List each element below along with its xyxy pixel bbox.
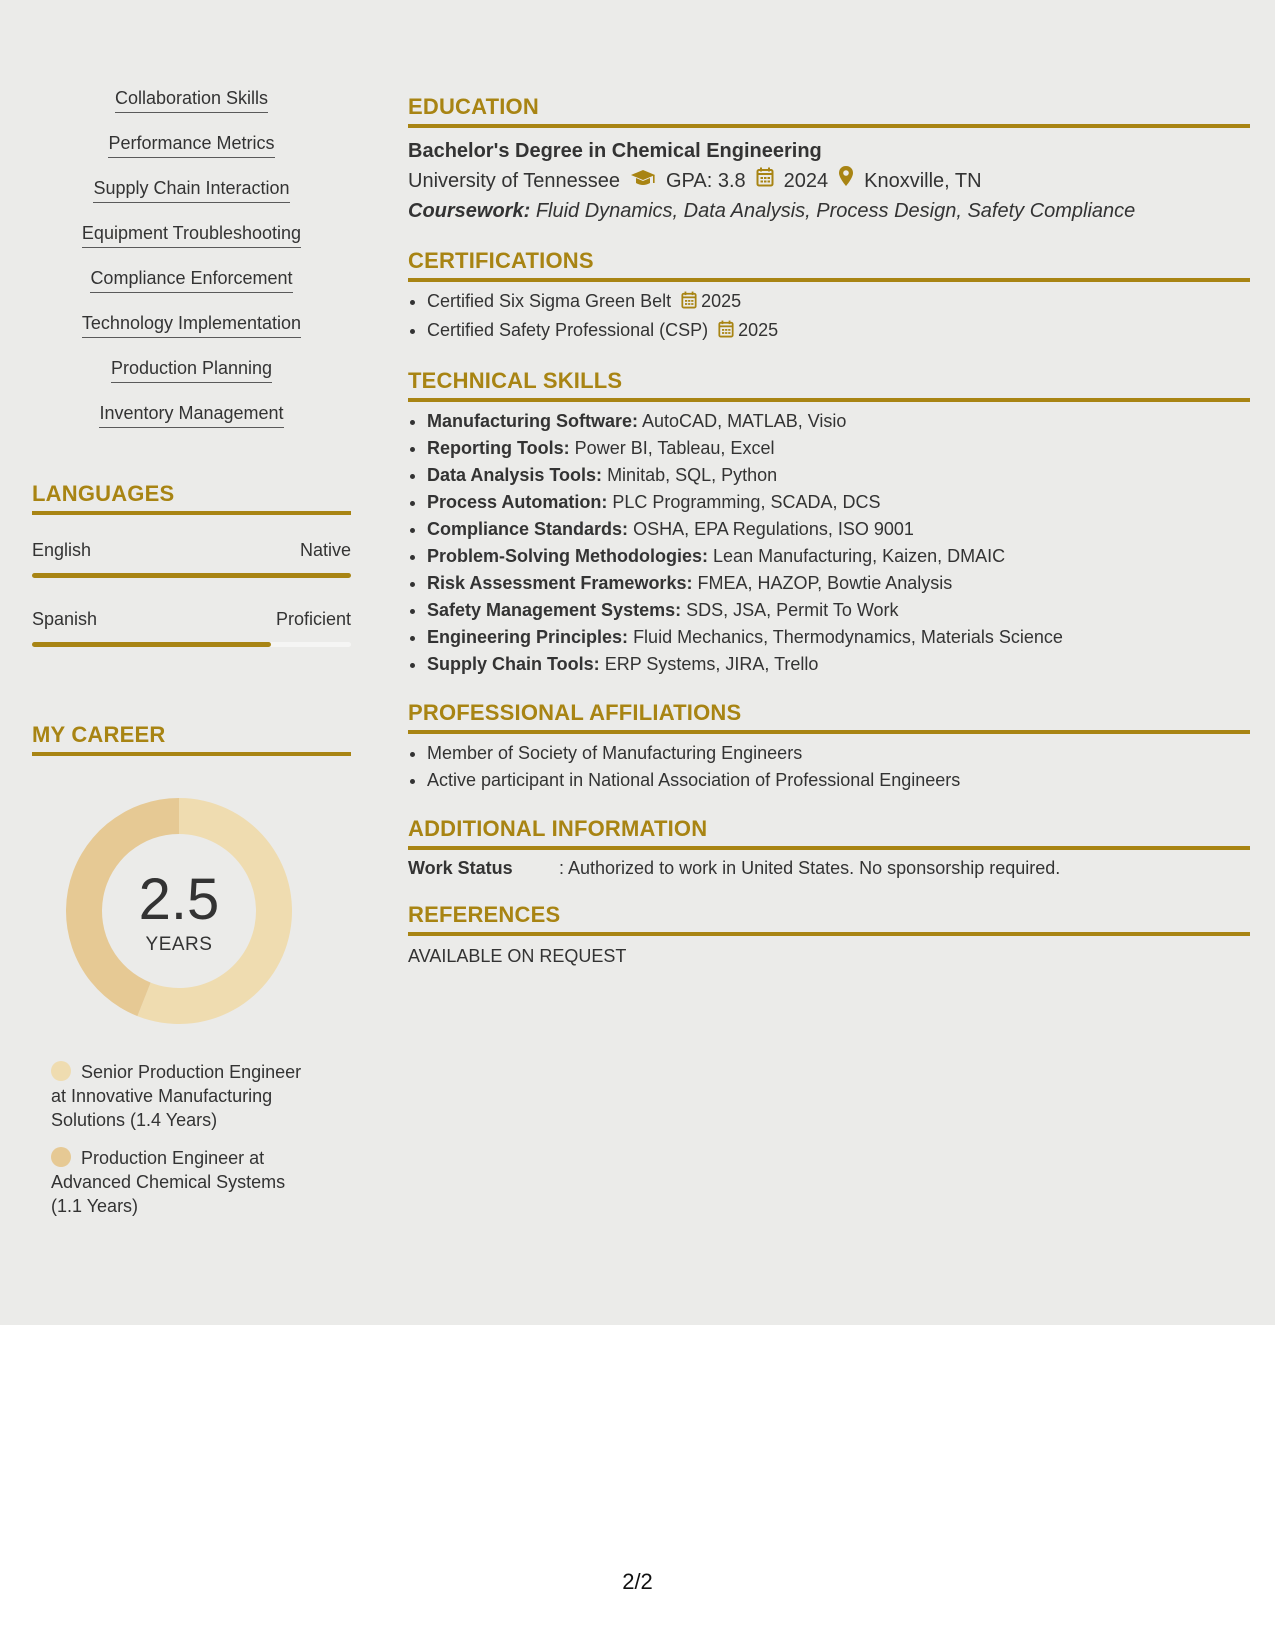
technical-skills-title: TECHNICAL SKILLS bbox=[408, 368, 1250, 402]
certification-item bbox=[427, 288, 1250, 317]
references-title: REFERENCES bbox=[408, 902, 1250, 936]
language-english bbox=[32, 540, 351, 578]
skill-item bbox=[32, 177, 351, 222]
calendar-icon bbox=[681, 290, 697, 317]
additional-info-section bbox=[408, 816, 1250, 880]
technical-skill-item bbox=[427, 435, 1250, 462]
skill-category: Data Analysis Tools: bbox=[427, 465, 603, 485]
calendar-icon bbox=[756, 166, 774, 196]
skill-values: OSHA, EPA Regulations, ISO 9001 bbox=[633, 519, 914, 539]
school-name: University of Tennessee bbox=[408, 169, 620, 192]
affiliation-item: • Member of Society of Manufacturing Engineers bbox=[427, 740, 1250, 767]
certifications-section bbox=[408, 248, 1250, 346]
skill-label: Collaboration Skills bbox=[115, 87, 268, 113]
work-status-value: : Authorized to work in United States. No sponsorship required. bbox=[559, 858, 1061, 878]
skill-item bbox=[32, 312, 351, 357]
skill-label: Compliance Enforcement bbox=[90, 267, 292, 293]
technical-skills-section bbox=[408, 368, 1250, 678]
technical-skill-item bbox=[427, 543, 1250, 570]
legend-dot-icon bbox=[51, 1061, 71, 1081]
skill-label: Production Planning bbox=[111, 357, 272, 383]
career-section-header bbox=[32, 722, 351, 756]
references-text: AVAILABLE ON REQUEST bbox=[408, 946, 627, 966]
technical-skill-item bbox=[427, 408, 1250, 435]
certification-name: Certified Safety Professional (CSP) bbox=[427, 320, 709, 340]
calendar-icon bbox=[718, 319, 734, 346]
technical-skill-item bbox=[427, 462, 1250, 489]
languages-section-header bbox=[32, 481, 351, 515]
skill-item bbox=[32, 132, 351, 177]
technical-skill-item bbox=[427, 516, 1250, 543]
career-legend-item bbox=[51, 1060, 321, 1132]
skills-list bbox=[32, 87, 351, 447]
coursework-label: Coursework: bbox=[408, 200, 531, 222]
location-pin-icon bbox=[838, 165, 854, 196]
certifications-list bbox=[408, 288, 1250, 346]
skill-label: Technology Implementation bbox=[82, 312, 301, 338]
skill-values: FMEA, HAZOP, Bowtie Analysis bbox=[697, 573, 953, 593]
career-total-years: 2.5 bbox=[138, 867, 220, 932]
language-name: Spanish bbox=[32, 609, 98, 629]
language-bar-fill bbox=[32, 642, 271, 647]
affiliation-item: • Active participant in National Association of Professional Engineers bbox=[427, 767, 1250, 794]
skill-values: Fluid Mechanics, Thermodynamics, Materials Science bbox=[633, 627, 1063, 647]
certification-item bbox=[427, 317, 1250, 346]
certification-year: 2025 bbox=[701, 291, 742, 311]
skill-item bbox=[32, 402, 351, 447]
legend-dot-icon bbox=[51, 1147, 71, 1167]
gpa: GPA: 3.8 bbox=[665, 169, 746, 192]
skill-category: Compliance Standards: bbox=[427, 519, 629, 539]
skill-item bbox=[32, 267, 351, 312]
language-level: Proficient bbox=[275, 609, 351, 629]
skill-category: Engineering Principles: bbox=[427, 627, 629, 647]
skill-item bbox=[32, 222, 351, 267]
career-legend bbox=[51, 1060, 321, 1232]
skill-label: Inventory Management bbox=[99, 402, 283, 428]
technical-skill-item bbox=[427, 489, 1250, 516]
technical-skills-list bbox=[408, 408, 1250, 678]
technical-skill-item bbox=[427, 597, 1250, 624]
language-spanish bbox=[32, 609, 351, 647]
languages-title: LANGUAGES bbox=[32, 481, 351, 515]
page-number: 2/2 bbox=[622, 1569, 653, 1594]
certifications-title: CERTIFICATIONS bbox=[408, 248, 1250, 282]
language-bar-fill bbox=[32, 573, 351, 578]
skill-category: Reporting Tools: bbox=[427, 438, 570, 458]
affiliations-section bbox=[408, 700, 1250, 794]
main-content bbox=[408, 94, 1250, 979]
language-level: Native bbox=[299, 540, 351, 560]
skill-values: Minitab, SQL, Python bbox=[607, 465, 778, 485]
additional-info-title: ADDITIONAL INFORMATION bbox=[408, 816, 1250, 850]
skill-category: Process Automation: bbox=[427, 492, 608, 512]
career-years-unit: YEARS bbox=[145, 934, 213, 955]
skill-values: PLC Programming, SCADA, DCS bbox=[612, 492, 881, 512]
skill-label: Supply Chain Interaction bbox=[93, 177, 289, 203]
education-meta bbox=[408, 165, 1250, 196]
skill-category: Problem-Solving Methodologies: bbox=[427, 546, 709, 566]
coursework bbox=[408, 196, 1250, 226]
language-name: English bbox=[32, 540, 92, 560]
skill-item bbox=[32, 357, 351, 402]
degree-title: Bachelor's Degree in Chemical Engineering bbox=[408, 140, 822, 162]
language-bar bbox=[32, 573, 351, 578]
coursework-list: Fluid Dynamics, Data Analysis, Process Design, Safety Compliance bbox=[535, 200, 1136, 222]
skill-category: Risk Assessment Frameworks: bbox=[427, 573, 693, 593]
certification-name: Certified Six Sigma Green Belt bbox=[427, 291, 672, 311]
skill-category: Supply Chain Tools: bbox=[427, 654, 600, 674]
affiliations-list bbox=[408, 740, 1250, 794]
education-section bbox=[408, 94, 1250, 226]
work-status-row bbox=[408, 856, 1250, 880]
career-legend-item bbox=[51, 1146, 321, 1218]
skill-values: Lean Manufacturing, Kaizen, DMAIC bbox=[713, 546, 1006, 566]
graduation-cap-icon bbox=[630, 166, 656, 196]
references-section bbox=[408, 902, 1250, 967]
skill-item bbox=[32, 87, 351, 132]
affiliations-title: PROFESSIONAL AFFILIATIONS bbox=[408, 700, 1250, 734]
technical-skill-item bbox=[427, 570, 1250, 597]
education-title: EDUCATION bbox=[408, 94, 1250, 128]
skill-values: ERP Systems, JIRA, Trello bbox=[604, 654, 819, 674]
career-legend-label: Senior Production Engineer at Innovative Manufacturing Solutions (1.4 Years) bbox=[51, 1062, 302, 1130]
school-location: Knoxville, TN bbox=[864, 169, 982, 192]
certification-year: 2025 bbox=[738, 320, 779, 340]
technical-skill-item bbox=[427, 651, 1250, 678]
skill-label: Equipment Troubleshooting bbox=[82, 222, 301, 248]
career-donut-chart bbox=[66, 798, 292, 1024]
career-legend-label: Production Engineer at Advanced Chemical Systems (1.1 Years) bbox=[51, 1148, 286, 1216]
skill-category: Manufacturing Software: bbox=[427, 411, 639, 431]
work-status-label: Work Status bbox=[408, 858, 513, 878]
skill-label: Performance Metrics bbox=[108, 132, 274, 158]
skill-values: AutoCAD, MATLAB, Visio bbox=[642, 411, 847, 431]
graduation-year: 2024 bbox=[783, 169, 829, 192]
language-bar bbox=[32, 642, 351, 647]
skill-values: Power BI, Tableau, Excel bbox=[574, 438, 775, 458]
skill-category: Safety Management Systems: bbox=[427, 600, 682, 620]
career-title: MY CAREER bbox=[32, 722, 351, 756]
skill-values: SDS, JSA, Permit To Work bbox=[686, 600, 899, 620]
technical-skill-item bbox=[427, 624, 1250, 651]
